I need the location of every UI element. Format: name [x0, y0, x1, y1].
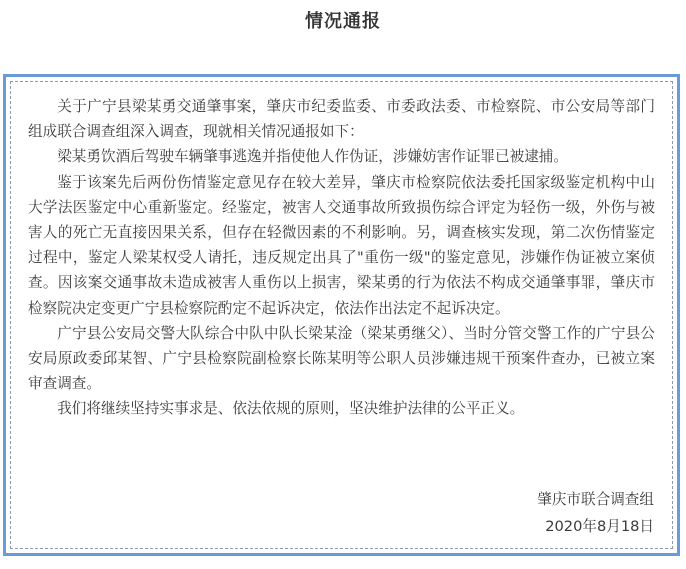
paragraph-arrest: 梁某勇饮酒后驾驶车辆肇事逃逸并指使他人作伪证，涉嫌妨害作证罪已被逮捕。 [57, 148, 568, 166]
paragraph-appraisal: 鉴于该案先后两份伤情鉴定意见存在较大差异，肇庆市检察院依法委托国家级鉴定机构中山大学法医鉴定中心重新鉴定。经鉴定，被害人交通事故所致损伤综合评定为轻伤一级，外伤与被害人的死亡无直接因果关系，但存在轻微因素的不利影响。另，调查核实发现，第二次伤情鉴定过程中，鉴定人梁某权受人请托，违反规定出具了"重伤一级"的鉴定意见，涉嫌作伪证被立案侦查。因该案交通事故未造成被害人重伤以上损害，梁某勇的行为依法不构成交通肇事罪，肇庆市检察院决定变更广宁县检察院酌定不起诉决定，依法作出法定不起诉决定。 [28, 173, 655, 317]
signature-organization: 肇庆市联合调查组 [537, 491, 654, 508]
notice-body [28, 94, 655, 422]
paragraph-officials: 广宁县公安局交警大队综合中队中队长梁某淦（梁某勇继父）、当时分管交警工作的广宁县公安局原政委邱某智、广宁县检察院副检察长陈某明等公职人员涉嫌违规干预案件查办，已被立案审查调查。 [28, 324, 655, 393]
page-title: 情况通报 [305, 11, 381, 32]
paragraph-intro: 关于广宁县梁某勇交通肇事案，肇庆市纪委监委、市委政法委、市检察院、市公安局等部门组成联合调查组深入调查，现就相关情况通报如下： [28, 98, 655, 141]
notice-dashed-frame [10, 81, 673, 549]
signature-date: 2020年8月18日 [545, 518, 654, 535]
notice-frame [3, 74, 680, 556]
signature-block [537, 486, 654, 540]
paragraph-closing: 我们将继续坚持实事求是、依法依规的原则，坚决维护法律的公平正义。 [57, 400, 525, 418]
